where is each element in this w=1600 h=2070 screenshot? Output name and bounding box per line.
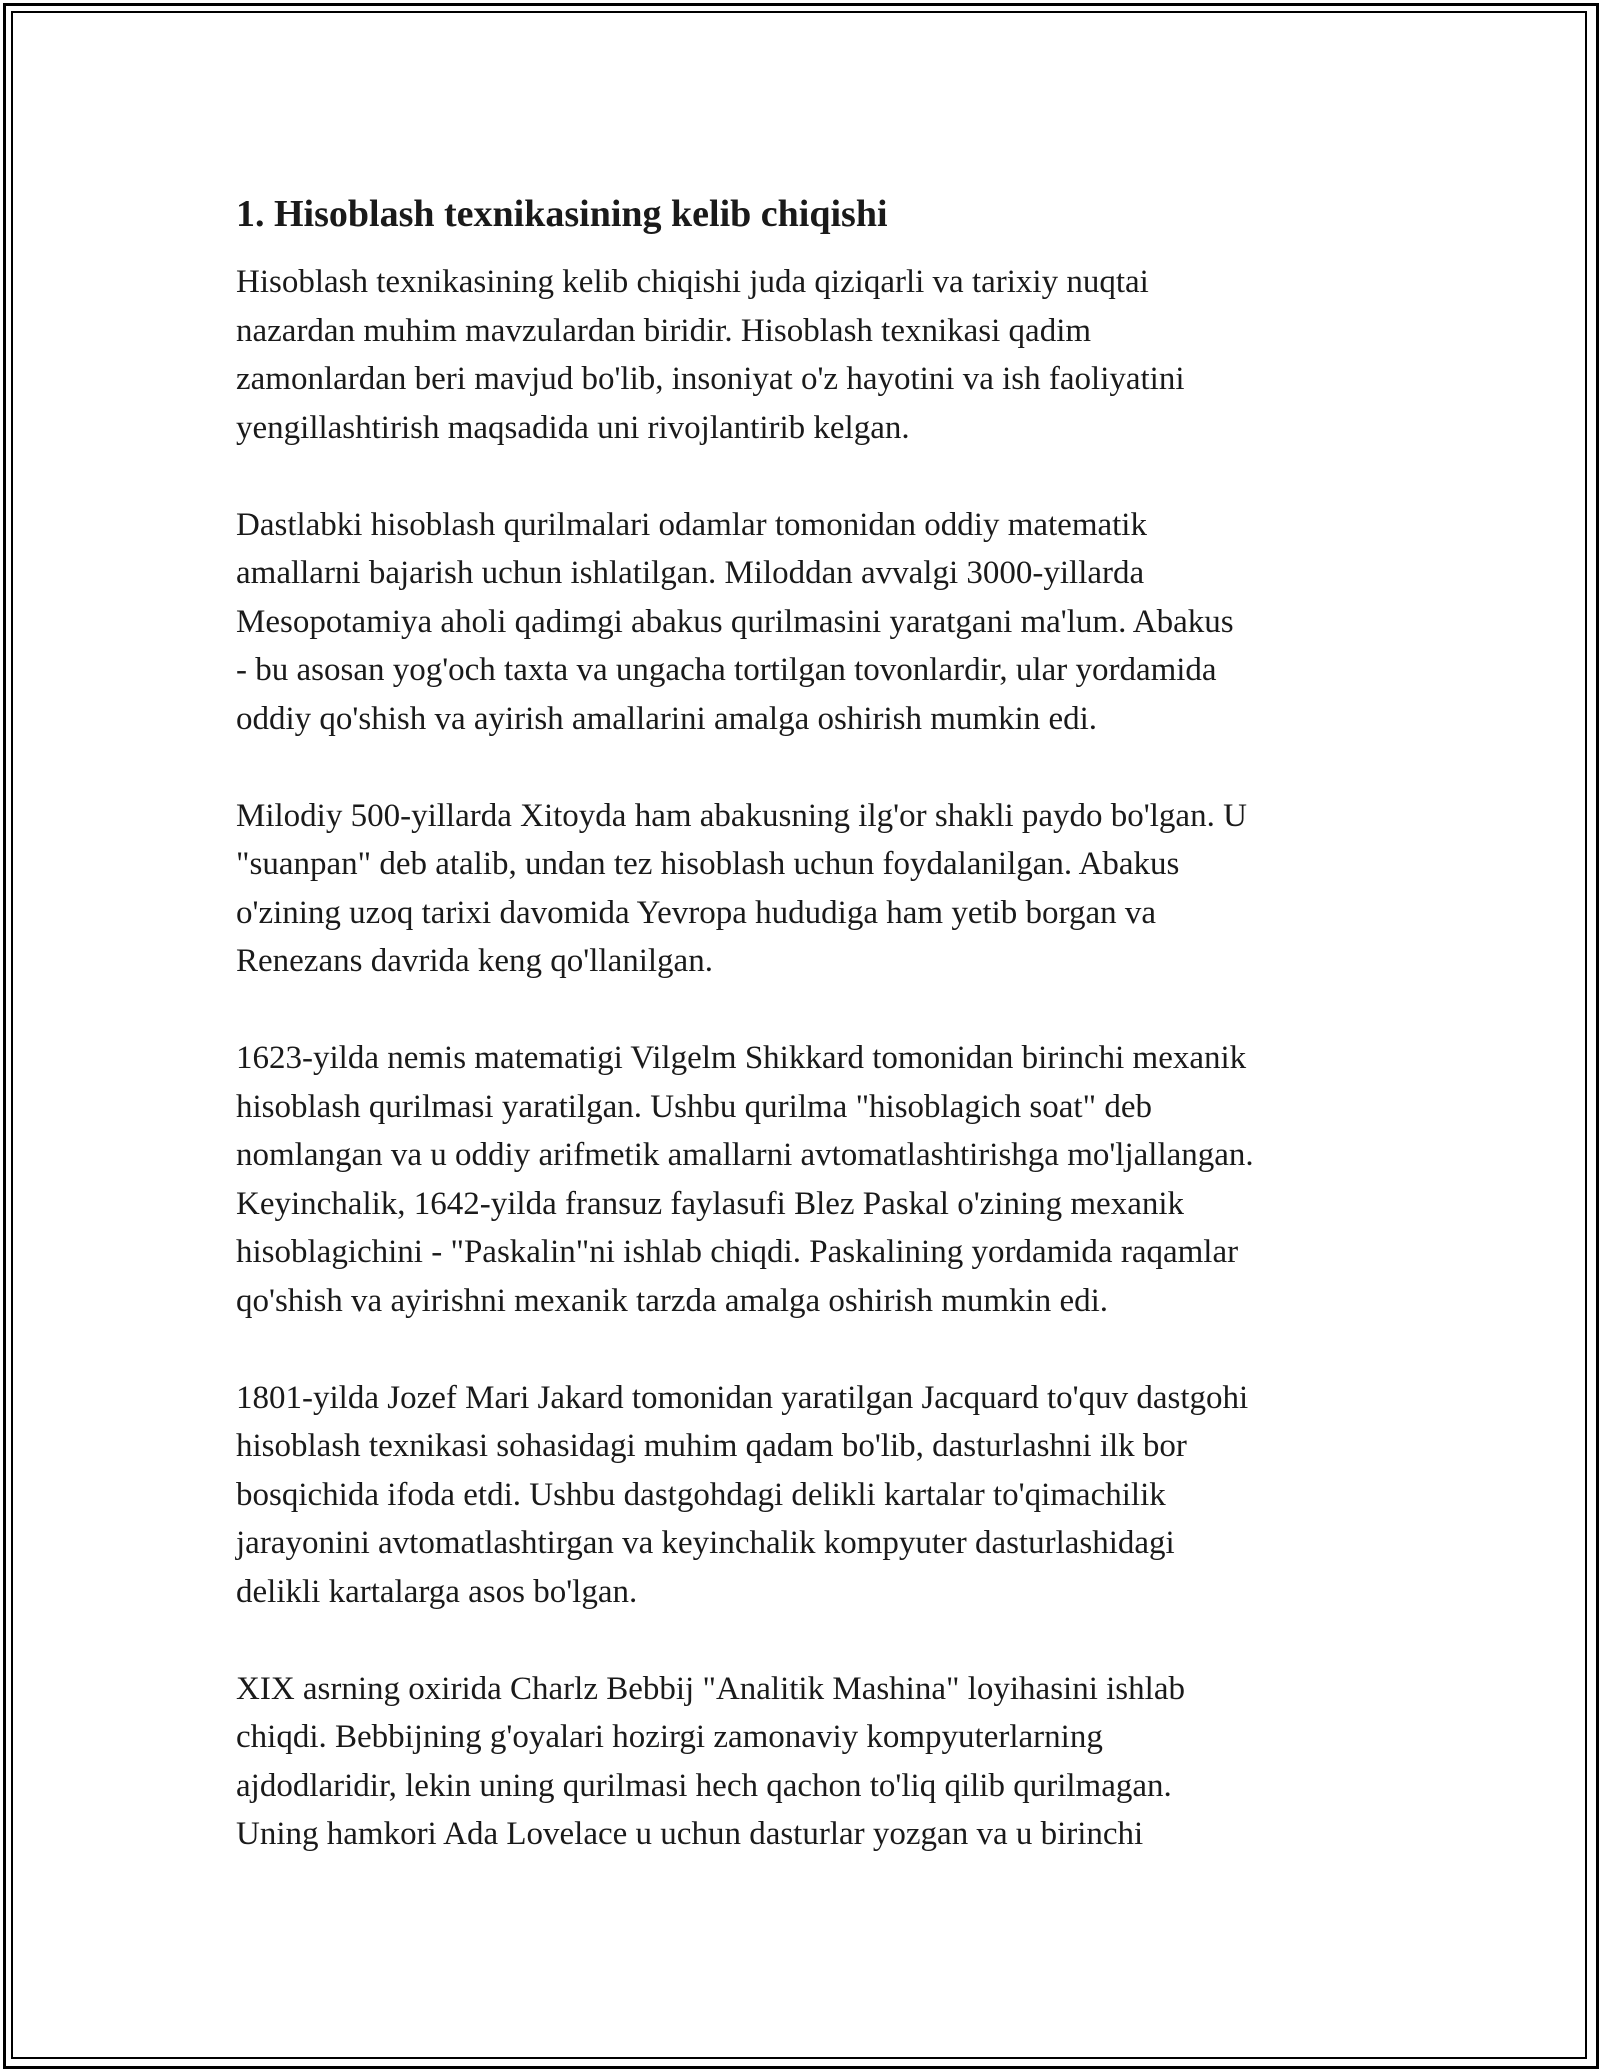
text-line: yengillashtirish maqsadida uni rivojlantirib kelgan. — [236, 409, 910, 446]
text-line: Keyinchalik, 1642-yilda fransuz faylasufi Blez Paskal o'zining mexanik — [236, 1185, 1185, 1222]
text-line: Hisoblash texnikasining kelib chiqishi juda qiziqarli va tarixiy nuqtai — [236, 264, 1149, 300]
paragraph — [236, 1034, 1366, 1325]
text-line: chiqdi. Bebbijning g'oyalari hozirgi zamonaviy kompyuterlarning — [236, 1719, 1103, 1755]
text-line: delikli kartalarga asos bo'lgan. — [236, 1573, 638, 1610]
text-line: hisoblash texnikasi sohasidagi muhim qadam bo'lib, dasturlashni ilk bor — [236, 1428, 1187, 1464]
text-line: Renezans davrida keng qo'llanilgan. — [236, 943, 713, 979]
paragraph — [236, 501, 1366, 744]
text-line: 1801-yilda Jozef Mari Jakard tomonidan yaratilgan Jacquard to'quv dastgohi — [236, 1379, 1249, 1416]
text-line: o'zining uzoq tarixi davomida Yevropa hududiga ham yetib borgan va — [236, 894, 1156, 931]
paragraph — [236, 258, 1366, 452]
text-line: hisoblagichini - "Paskalin"ni ishlab chiqdi. Paskalining yordamida raqamlar — [236, 1234, 1239, 1270]
text-line: Milodiy 500-yillarda Xitoyda ham abakusning ilg'or shakli paydo bo'lgan. U — [236, 797, 1247, 834]
paragraph — [236, 1665, 1366, 1859]
text-line: - bu asosan yog'och taxta va ungacha tortilgan tovonlardir, ular yordamida — [236, 652, 1217, 688]
text-line: XIX asrning oxirida Charlz Bebbij "Analitik Mashina" loyihasini ishlab — [236, 1670, 1185, 1707]
text-line: Uning hamkori Ada Lovelace u uchun dasturlar yozgan va u birinchi — [236, 1816, 1144, 1852]
text-line: "suanpan" deb atalib, undan tez hisoblash uchun foydalanilgan. Abakus — [236, 846, 1180, 882]
text-line: Dastlabki hisoblash qurilmalari odamlar tomonidan oddiy matematik — [236, 506, 1147, 543]
section-heading: 1. Hisoblash texnikasining kelib chiqishi — [236, 193, 888, 235]
text-line: ajdodlaridir, lekin uning qurilmasi hech qachon to'liq qilib qurilmagan. — [236, 1767, 1172, 1804]
text-line: Mesopotamiya aholi qadimgi abakus qurilmasini yaratgani ma'lum. Abakus — [236, 603, 1234, 640]
document-body — [236, 190, 1366, 1907]
paragraph — [236, 792, 1366, 986]
text-line: 1623-yilda nemis matematigi Vilgelm Shikkard tomonidan birinchi mexanik — [236, 1040, 1247, 1076]
text-line: bosqichida ifoda etdi. Ushbu dastgohdagi delikli kartalar to'qimachilik — [236, 1476, 1166, 1513]
text-line: amallarni bajarish uchun ishlatilgan. Miloddan avvalgi 3000-yillarda — [236, 555, 1145, 591]
text-line: nomlangan va u oddiy arifmetik amallarni avtomatlashtirishga mo'ljallangan. — [236, 1137, 1254, 1173]
text-line: qo'shish va ayirishni mexanik tarzda amalga oshirish mumkin edi. — [236, 1282, 1109, 1319]
text-line: jarayonini avtomatlashtirgan va keyinchalik kompyuter dasturlashidagi — [236, 1525, 1175, 1561]
text-line: zamonlardan beri mavjud bo'lib, insoniyat o'z hayotini va ish faoliyatini — [236, 361, 1185, 397]
text-line: nazardan muhim mavzulardan biridir. Hisoblash texnikasi qadim — [236, 312, 1092, 349]
text-line: oddiy qo'shish va ayirish amallarini amalga oshirish mumkin edi. — [236, 700, 1098, 737]
paragraph-container — [236, 258, 1366, 1859]
text-line: hisoblash qurilmasi yaratilgan. Ushbu qurilma "hisoblagich soat" deb — [236, 1088, 1152, 1125]
paragraph — [236, 1374, 1366, 1617]
